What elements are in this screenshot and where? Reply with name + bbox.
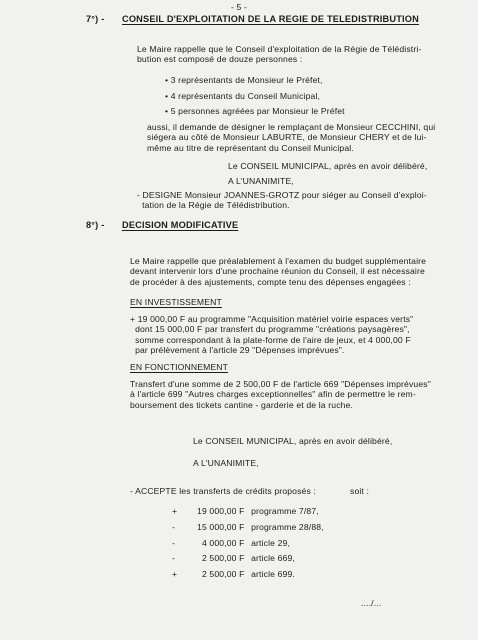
transfer-row: [172, 522, 324, 532]
accept-soit: soit :: [350, 486, 370, 496]
transfer-sign: -: [172, 538, 176, 548]
transfer-amount: 2 500,00 F: [201, 553, 245, 563]
transfer-label: article 699.: [251, 569, 295, 579]
section-7-number: 7°) -: [86, 14, 105, 24]
invest-heading: EN INVESTISSEMENT: [130, 297, 222, 307]
section-8-intro: Le Maire rappelle que préalablement à l'examen du budget supplémentaire devant intervenir lors d'une prochaine réunion du Conseil, il est nécessaire de procéder à des ajustements, compte tenu des dépenses engagées :: [130, 256, 427, 287]
bullet-icon: •: [165, 75, 169, 85]
member-item: • 3 représentants de Monsieur le Préfet,: [165, 75, 323, 85]
transfer-label: article 29,: [251, 538, 291, 548]
invest-text: + 19 000,00 F au programme "Acquisition matériel voirie espaces verts" dont 15 000,00 F par transfert du programme "créations paysagères", somme correspondant à la plate-forme de l'aire de jeux, et 4 000,00 F par prélèvement à l'article 29 "Dépenses imprévues".: [130, 314, 414, 356]
transfer-amount: 4 000,00 F: [201, 538, 245, 548]
continuation-mark: ..../...: [361, 598, 382, 608]
section-7-paragraph: aussi, il demande de désigner le remplaçant de Monsieur CECCHINI, qui siégera au côté de Monsieur LABURTE, de Monsieur CHERY et de lui- même au titre de représentant du Conseil Municipal.: [147, 122, 436, 153]
transfer-sign: +: [172, 506, 178, 516]
accept-line: - ACCEPTE les transferts de crédits proposés :: [130, 486, 317, 496]
transfer-label: programme 7/87,: [251, 506, 319, 516]
transfer-sign: -: [172, 553, 176, 563]
section-8-number: 8°) -: [86, 220, 105, 230]
bullet-icon: •: [165, 106, 169, 116]
page-number: - 5 -: [231, 2, 248, 12]
member-item: • 4 représentants du Conseil Municipal,: [165, 91, 321, 101]
transfer-sign: +: [172, 569, 178, 579]
section-7-unanimity: A L'UNANIMITE,: [228, 176, 294, 186]
section-7-title: CONSEIL D'EXPLOITATION DE LA REGIE DE TELEDISTRIBUTION: [122, 14, 419, 24]
transfer-amount: 15 000,00 F: [197, 522, 245, 532]
transfer-label: article 669,: [251, 553, 295, 563]
transfer-row: [172, 569, 295, 579]
section-7-decision: - DESIGNE Monsieur JOANNES-GROTZ pour siéger au Conseil d'exploi- tation de la Régie de Télédistribution.: [137, 190, 427, 211]
transfer-row: [172, 553, 295, 563]
transfer-amount: 2 500,00 F: [201, 569, 245, 579]
member-item: • 5 personnes agréées par Monsieur le Préfet: [165, 106, 345, 116]
transfer-row: [172, 506, 319, 516]
bullet-icon: •: [165, 91, 169, 101]
fonct-text: Transfert d'une somme de 2 500,00 F de l'article 669 "Dépenses imprévues" à l'article 699 "Autres charges exceptionnelles" afin de permettre le rem- boursement des tickets cantine - garderie et de la ruche.: [130, 379, 431, 410]
section-7-council: Le CONSEIL MUNICIPAL, après en avoir délibéré,: [228, 161, 428, 171]
section-8-title: DECISION MODIFICATIVE: [122, 220, 239, 230]
section-8-unanimity: A L'UNANIMITE,: [193, 458, 259, 468]
section-7-intro: Le Maire rappelle que le Conseil d'exploitation de la Régie de Télédistri- bution est composé de douze personnes :: [137, 44, 422, 65]
fonct-heading: EN FONCTIONNEMENT: [130, 362, 229, 372]
transfer-amount: 19 000,00 F: [197, 506, 245, 516]
transfer-label: programme 28/88,: [251, 522, 324, 532]
section-8-council: Le CONSEIL MUNICIPAL, après en avoir délibéré,: [193, 436, 393, 446]
transfer-row: [172, 538, 290, 548]
transfer-sign: -: [172, 522, 176, 532]
